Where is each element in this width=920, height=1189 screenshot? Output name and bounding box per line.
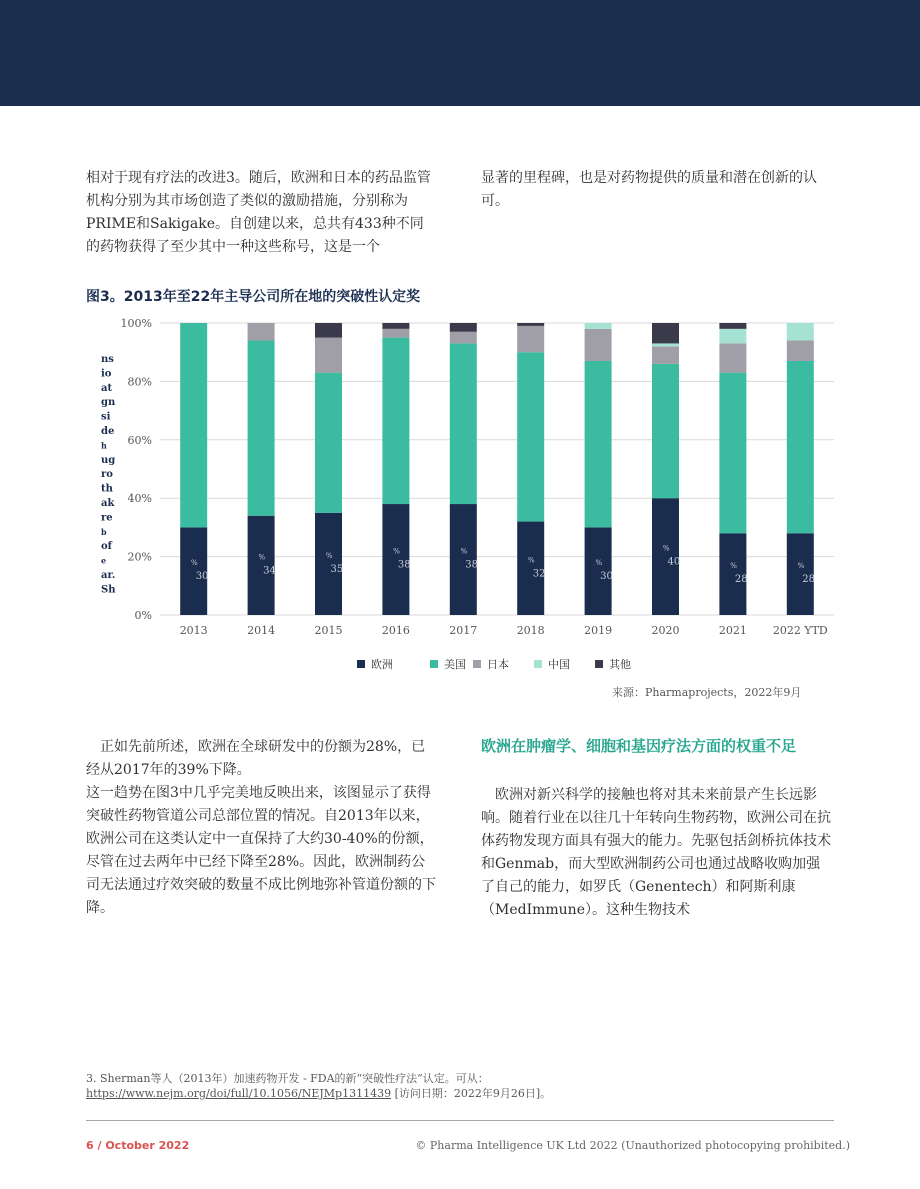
data-label-unit: %	[797, 562, 805, 571]
bar-segment-9	[787, 341, 814, 361]
body-right-paragraph-1: 欧洲对新兴科学的接触也将对其未来前景产生长远影响。随着行业在以往几十年转向生物药物，欧洲公司在抗体药物发现方面具有强大的能力。先驱包括剑桥抗体技术和Genmab，而大型欧洲制药公司也通过战略收购加强了自己的能力，如罗氏（Genentech）和阿斯利康（MedImmune）。这种生物技术	[481, 787, 831, 918]
bar-segment-3	[382, 338, 409, 504]
y-axis-label-fragment: ro	[101, 469, 113, 481]
data-label-unit: %	[460, 547, 468, 556]
y-axis-label-fragment: b	[101, 526, 107, 537]
bar-segment-4	[450, 323, 477, 332]
bar-segment-2	[315, 338, 342, 373]
y-axis-label-fragment: th	[101, 483, 113, 495]
bar-segment-3	[382, 323, 409, 329]
y-tick-label: 20%	[127, 550, 152, 564]
data-label: 40	[667, 556, 681, 568]
x-tick-label: 2018	[516, 624, 545, 637]
bar-segment-8	[719, 373, 746, 534]
x-tick-label: 2017	[449, 624, 478, 637]
legend-swatch	[534, 660, 542, 668]
bar-segment-9	[787, 323, 814, 341]
bar-segment-5	[517, 352, 544, 521]
legend-swatch	[595, 660, 603, 668]
y-tick-label: 80%	[127, 375, 152, 389]
data-label: 28	[734, 574, 748, 586]
y-tick-label: 40%	[127, 492, 152, 506]
legend-label: 中国	[548, 658, 570, 671]
data-label-unit: %	[595, 559, 603, 568]
x-tick-label: 2015	[314, 624, 343, 637]
y-axis-label-fragment: e	[101, 555, 107, 566]
data-label-unit: %	[393, 547, 400, 556]
y-axis-label-fragment: re	[101, 512, 113, 524]
y-axis-label-fragment: de	[101, 426, 115, 437]
bar-segment-2	[315, 323, 342, 338]
y-axis-label-fragment: ns	[101, 354, 114, 365]
bar-segment-7	[652, 343, 679, 346]
bar-segment-6	[585, 361, 612, 527]
y-axis-label-fragment: io	[101, 368, 112, 380]
x-tick-label: 2014	[247, 624, 276, 637]
footnote	[86, 1071, 551, 1101]
y-axis-label-fragment: ug	[101, 454, 116, 466]
header-bar	[0, 0, 920, 106]
breakthrough-designation-chart	[0, 300, 920, 700]
bar-segment-3	[382, 329, 409, 338]
figure-title: 图3。2013年至22年主导公司所在地的突破性认定奖	[86, 289, 421, 305]
data-label-unit: %	[258, 553, 266, 562]
y-axis-label-fragment: h	[101, 440, 107, 451]
bar-segment-6	[585, 329, 612, 361]
y-tick-label: 100%	[120, 317, 152, 330]
y-axis-label-fragment: of	[101, 541, 112, 553]
data-label: 32	[532, 568, 546, 580]
y-tick-label: 0%	[134, 609, 152, 622]
legend-swatch	[357, 660, 365, 668]
x-tick-label: 2021	[718, 624, 747, 637]
section-heading: 欧洲在肿瘤学、细胞和基因疗法方面的权重不足	[481, 737, 797, 755]
body-left-paragraph-2: 这一趋势在图3中几乎完美地反映出来，该图显示了获得突破性药物管道公司总部位置的情况。自2013年以来，欧洲公司在这类认定中一直保持了大约30-40%的份额，尽管在过去两年中已经下降至28%。因此，欧洲制药公司无法通过疗效突破的数量不成比例地弥补管道份额的下降。	[86, 785, 436, 916]
legend-label: 欧洲	[371, 658, 393, 671]
legend-label: 其他	[609, 658, 631, 671]
bar-segment-7	[652, 364, 679, 498]
bar-segment-8	[719, 329, 746, 344]
bar-segment-7	[652, 323, 679, 343]
y-axis-label-fragment: Sh	[101, 584, 116, 596]
bar-segment-5	[517, 323, 544, 326]
x-tick-label: 2020	[651, 624, 680, 637]
data-label-unit: %	[191, 559, 198, 568]
intro-left-text: 相对于现有疗法的改进3。随后，欧洲和日本的药品监管机构分别为其市场创造了类似的激励措施，分别称为PRIME和Sakigake。自创建以来，总共有433种不同的药物获得了至少其中一种这些称号，这是一个	[86, 170, 431, 255]
data-label: 34	[263, 565, 276, 577]
x-tick-label: 2016	[381, 624, 410, 637]
data-label: 38	[397, 559, 411, 571]
footnote-access-date: [访问日期：2022年9月26日]。	[391, 1087, 552, 1100]
bar-segment-6	[585, 323, 612, 329]
legend-swatch	[473, 660, 481, 668]
bar-segment-8	[719, 343, 746, 372]
data-label: 35	[330, 563, 344, 575]
legend-swatch	[430, 660, 438, 668]
data-label: 38	[465, 559, 479, 571]
page-number: 6 / October 2022	[86, 1139, 190, 1152]
x-tick-label: 2019	[584, 624, 613, 637]
bar-segment-1	[248, 323, 275, 341]
data-label: 30	[195, 571, 209, 583]
y-axis-label-fragment: at	[101, 382, 113, 394]
y-axis-label-fragment: ak	[101, 498, 115, 509]
bar-segment-0	[180, 323, 207, 527]
bar-segment-7	[652, 346, 679, 364]
x-tick-label: 2022 YTD	[772, 624, 828, 637]
bar-segment-4	[450, 343, 477, 504]
y-axis-label-fragment: ar.	[101, 570, 116, 581]
footnote-text: 3. Sherman等人（2013年）加速药物开发 - FDA的新“突破性疗法”认定。可从：	[86, 1072, 489, 1085]
data-label: 28	[802, 574, 816, 586]
intro-right-text: 显著的里程碑，也是对药物提供的质量和潜在创新的认可。	[481, 170, 817, 209]
footer-divider	[86, 1120, 834, 1121]
y-tick-label: 60%	[127, 433, 152, 447]
x-tick-label: 2013	[179, 624, 208, 637]
y-axis-label-fragment: si	[101, 411, 111, 423]
data-label-unit: %	[528, 556, 535, 565]
data-label-unit: %	[730, 562, 737, 571]
legend-label: 日本	[487, 658, 509, 671]
bar-segment-4	[450, 332, 477, 344]
legend-label: 美国	[444, 658, 466, 671]
data-label-unit: %	[325, 551, 333, 560]
y-axis-label-fragment: gn	[101, 397, 116, 409]
data-label-unit: %	[662, 544, 670, 553]
data-label: 30	[600, 571, 613, 583]
chart-source: 来源：Pharmaprojects，2022年9月	[612, 686, 802, 699]
bar-segment-2	[315, 373, 342, 513]
bar-segment-5	[517, 326, 544, 352]
body-left-paragraph-1: 正如先前所述，欧洲在全球研发中的份额为28%，已经从2017年的39%下降。	[86, 739, 426, 778]
bar-segment-1	[248, 341, 275, 516]
bar-segment-9	[787, 361, 814, 533]
copyright-notice: © Pharma Intelligence UK Ltd 2022 (Unauthorized photocopying prohibited.)	[415, 1139, 850, 1152]
footnote-link[interactable]: https://www.nejm.org/doi/full/10.1056/NEJMp1311439	[86, 1087, 392, 1100]
bar-segment-8	[719, 323, 746, 329]
